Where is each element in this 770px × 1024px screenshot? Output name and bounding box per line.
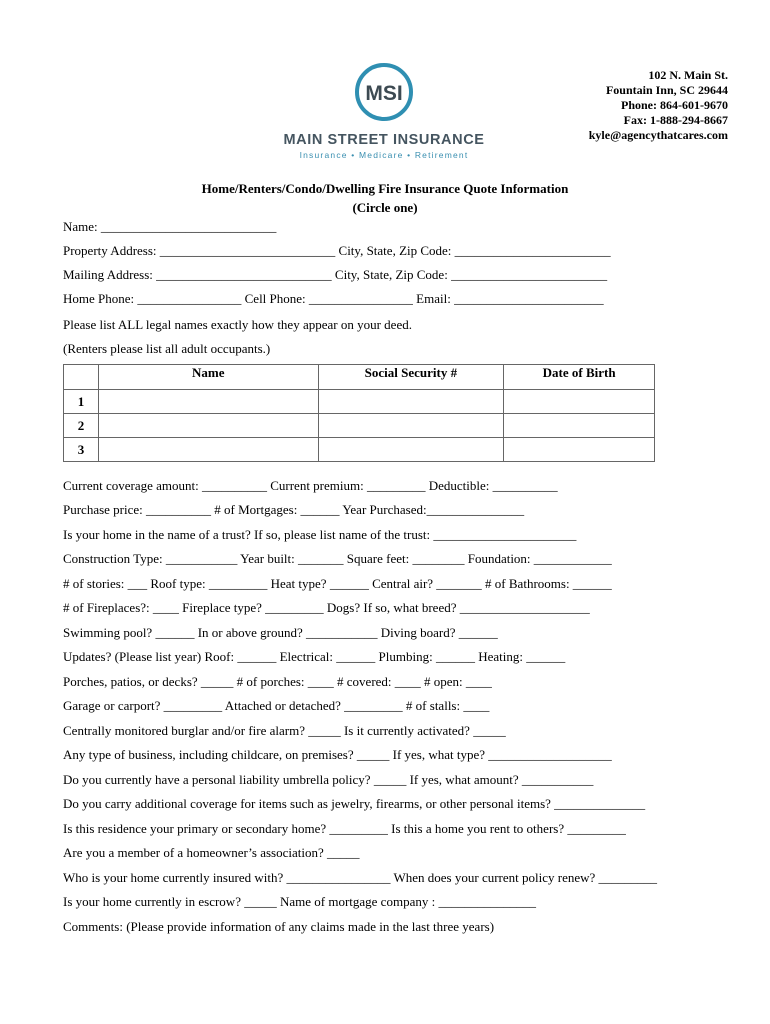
field-construction[interactable]: Construction Type: ___________ Year built: _______ Square feet: ________ Foundation: ____________ (63, 551, 612, 566)
field-escrow[interactable]: Is your home currently in escrow? _____ Name of mortgage company : _______________ (63, 894, 536, 909)
form-subtitle: (Circle one) (352, 200, 418, 215)
col-header-name: Name (98, 365, 318, 390)
field-phones-email[interactable]: Home Phone: ________________ Cell Phone: ________________ Email: _______________________ (63, 291, 604, 306)
cell-name[interactable] (98, 390, 318, 414)
field-comments[interactable]: Comments: (Please provide information of any claims made in the last three years) (63, 919, 495, 934)
field-additional-coverage[interactable]: Do you carry additional coverage for items such as jewelry, firearms, or other personal items? ______________ (63, 796, 646, 811)
row-number: 2 (64, 414, 99, 438)
col-header-dob: Date of Birth (504, 365, 655, 390)
field-updates[interactable]: Updates? (Please list year) Roof: ______ Electrical: ______ Plumbing: ______ Heating: ______ (63, 649, 566, 664)
table-row (64, 390, 655, 414)
cell-ssn[interactable] (318, 414, 504, 438)
cell-dob[interactable] (504, 390, 655, 414)
field-swimming-pool[interactable]: Swimming pool? ______ In or above ground? ___________ Diving board? ______ (63, 625, 498, 640)
cell-ssn[interactable] (318, 390, 504, 414)
company-logo (278, 62, 490, 162)
field-current-insurer[interactable]: Who is your home currently insured with? ________________ When does your current policy renew? _________ (63, 870, 658, 885)
field-porches[interactable]: Porches, patios, or decks? _____ # of porches: ____ # covered: ____ # open: ____ (63, 674, 492, 689)
logo-letters: MSI (365, 82, 403, 105)
col-header-ssn: Social Security # (318, 365, 504, 390)
field-trust[interactable]: Is your home in the name of a trust? If so, please list name of the trust: ______________________ (63, 527, 577, 542)
col-header-number (64, 365, 99, 390)
row-number: 3 (64, 438, 99, 462)
deed-names-instruction: Please list ALL legal names exactly how they appear on your deed. (63, 317, 412, 332)
field-residence-type[interactable]: Is this residence your primary or secondary home? _________ Is this a home you rent to others? _________ (63, 821, 626, 836)
table-row (64, 438, 655, 462)
renters-instruction: (Renters please list all adult occupants.) (63, 341, 271, 356)
company-tagline: Insurance • Medicare • Retirement (299, 150, 469, 160)
company-name: MAIN STREET INSURANCE (283, 132, 485, 148)
field-business[interactable]: Any type of business, including childcare, on premises? _____ If yes, what type? ___________________ (63, 747, 612, 762)
occupants-table (63, 364, 655, 462)
form-title: Home/Renters/Condo/Dwelling Fire Insurance Quote Information (201, 181, 569, 196)
contact-address-block (589, 68, 728, 143)
cell-dob[interactable] (504, 438, 655, 462)
cell-name[interactable] (98, 438, 318, 462)
table-header-row (64, 365, 655, 390)
cell-name[interactable] (98, 414, 318, 438)
address-street: 102 N. Main St. (648, 68, 728, 82)
cell-dob[interactable] (504, 414, 655, 438)
cell-ssn[interactable] (318, 438, 504, 462)
field-purchase-mortgages[interactable]: Purchase price: __________ # of Mortgages: ______ Year Purchased:_______________ (63, 502, 525, 517)
address-email: kyle@agencythatcares.com (588, 128, 728, 142)
field-coverage-premium-deductible[interactable]: Current coverage amount: __________ Current premium: _________ Deductible: __________ (63, 478, 558, 493)
address-city: Fountain Inn, SC 29644 (605, 83, 728, 97)
msi-logo-emblem (354, 62, 414, 122)
field-alarm[interactable]: Centrally monitored burglar and/or fire alarm? _____ Is it currently activated? _____ (63, 723, 506, 738)
field-hoa[interactable]: Are you a member of a homeowner’s association? _____ (63, 845, 360, 860)
field-stories-roof-heat[interactable]: # of stories: ___ Roof type: _________ Heat type? ______ Central air? _______ # of Bathrooms: ______ (63, 576, 612, 591)
field-fireplaces-dogs[interactable]: # of Fireplaces?: ____ Fireplace type? _________ Dogs? If so, what breed? ____________________ (63, 600, 590, 615)
row-number: 1 (64, 390, 99, 414)
field-umbrella-policy[interactable]: Do you currently have a personal liability umbrella policy? _____ If yes, what amount? ___________ (63, 772, 594, 787)
address-fax: Fax: 1-888-294-8667 (623, 113, 728, 127)
field-property-address[interactable]: Property Address: ___________________________ City, State, Zip Code: ________________________ (63, 243, 611, 258)
field-garage[interactable]: Garage or carport? _________ Attached or detached? _________ # of stalls: ____ (63, 698, 490, 713)
field-name[interactable]: Name: ___________________________ (63, 219, 277, 234)
field-mailing-address[interactable]: Mailing Address: ___________________________ City, State, Zip Code: ________________________ (63, 267, 608, 282)
address-phone: Phone: 864-601-9670 (621, 98, 728, 112)
table-row (64, 414, 655, 438)
